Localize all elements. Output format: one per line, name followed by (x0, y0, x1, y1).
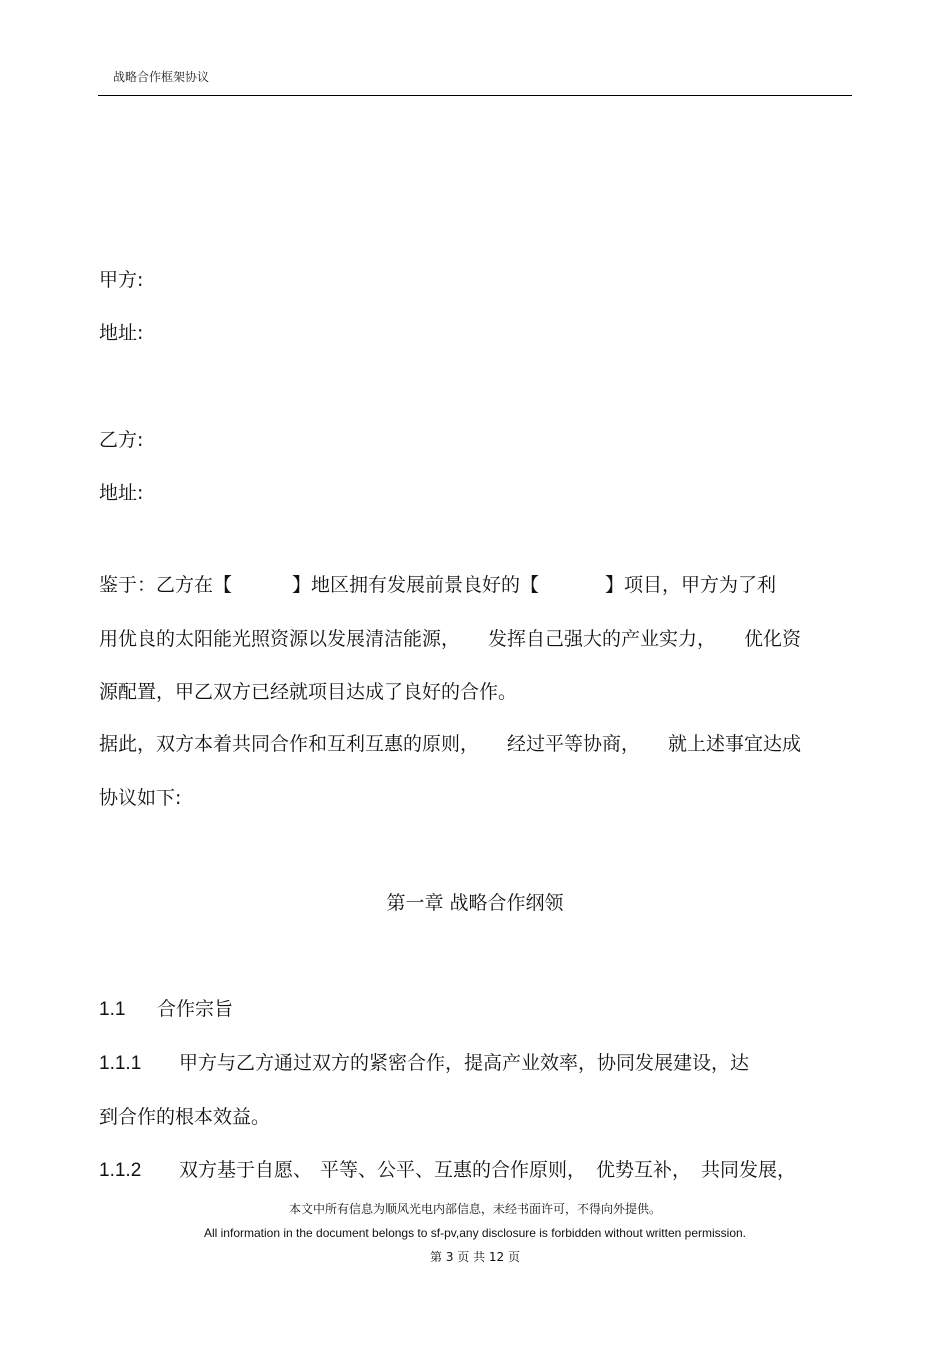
section-text: 共同发展， (701, 1159, 797, 1181)
chapter-title: 第一章 战略合作纲领 (386, 892, 564, 914)
section-1-1-1 (99, 1048, 749, 1075)
section-text: 优势互补， (596, 1159, 692, 1181)
section-number: 1.1.2 (99, 1160, 142, 1181)
recital-text: 】地区拥有发展前景良好的【 (292, 574, 540, 596)
recital-text: 就上述事宜达成 (668, 733, 802, 755)
recital-line-4 (99, 729, 801, 756)
party-a-label: 甲方: (99, 269, 144, 291)
recital-text: 优化资 (744, 628, 802, 650)
recital-text: 】项目，甲方为了利 (605, 574, 777, 596)
section-1-1-2 (99, 1155, 796, 1182)
section-number: 1.1 (99, 999, 126, 1020)
party-b-label: 乙方: (99, 429, 144, 451)
recital-text: 发挥自己强大的产业实力， (488, 628, 717, 650)
recital-text: 经过平等协商， (507, 733, 641, 755)
section-number: 1.1.1 (99, 1053, 142, 1074)
recital-line-1 (99, 570, 776, 597)
footer-page-number: 第 3 页 共 12 页 (430, 1250, 520, 1264)
section-title: 合作宗旨 (157, 998, 234, 1020)
footer-confidential-en: All information in the document belongs to sf-pv,any disclosure is forbidden without written permission. (203, 1226, 747, 1240)
document-header-title: 战略合作框架协议 (113, 70, 210, 84)
recital-line-2 (99, 624, 801, 651)
header-divider (98, 95, 852, 96)
recital-text: 据此，双方本着共同合作和互利互惠的原则， (99, 733, 480, 755)
recital-line-3: 源配置，甲乙双方已经就项目达成了良好的合作。 (99, 681, 518, 703)
party-b-address-label: 地址: (99, 482, 144, 504)
section-1-1-1-continued: 到合作的根本效益。 (99, 1106, 271, 1128)
party-a-address-label: 地址: (99, 322, 144, 344)
section-text: 平等、公平、互惠的合作原则， (320, 1159, 587, 1181)
section-1-1 (99, 994, 233, 1021)
footer-confidential-cn: 本文中所有信息为顺风光电内部信息，未经书面许可，不得向外提供。 (288, 1202, 661, 1216)
section-text: 双方基于自愿、 (179, 1159, 313, 1181)
section-text: 甲方与乙方通过双方的紧密合作，提高产业效率，协同发展建设，达 (179, 1052, 750, 1074)
recital-text: 鉴于：乙方在【 (99, 574, 233, 596)
recital-text: 用优良的太阳能光照资源以发展清洁能源， (99, 628, 461, 650)
recital-line-5: 协议如下: (99, 787, 182, 809)
